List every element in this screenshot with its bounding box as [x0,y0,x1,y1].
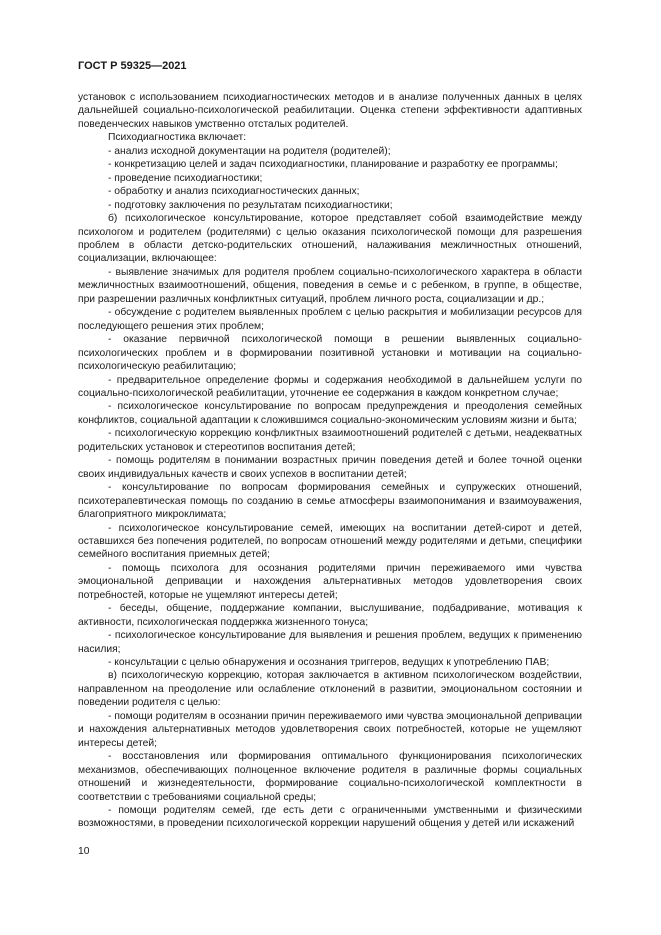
paragraph: - психологическую коррекцию конфликтных взаимоотношений родителей с детьми, неадекватных родительских установок и стереотипов воспитания детей; [78,428,582,453]
paragraph: - предварительное определение формы и содержания необходимой в дальнейшем услуги по социально-психологической реабилитации, уточнение ее содержания в каждом конкретном случае; [78,374,582,399]
document-header: ГОСТ Р 59325—2021 [78,60,187,72]
paragraph: Психодиагностика включает: [108,132,247,144]
paragraph: - восстановления или формирования оптимального функционирования психологических механизмов, обеспечивающих полноценное включение родителя в различные формы социальных отношений и жизнедеятельности, формирование социально-психологической комплектности в соответствии с требованиями социальной среды; [78,751,582,803]
paragraph: б) психологическое консультирование, которое представляет собой взаимодействие между психологом и родителем (родителями) с целью оказания психологической помощи для разрешения проблем в области детско-родительских отношений, налаживания межличностных отношений, социализации, включающее: [78,213,582,265]
paragraph: - конкретизацию целей и задач психодиагностики, планирование и разработку ее программы; [108,159,558,171]
paragraph: - психологическое консультирование по вопросам предупреждения и преодоления семейных конфликтов, социальной адаптации к сложившимся социально-экономическим условиям жизни и быта; [78,401,582,426]
paragraph: - психологическое консультирование для выявления и решения проблем, ведущих к применению насилия; [78,630,582,655]
paragraph: - подготовку заключения по результатам психодиагностики; [108,199,393,211]
paragraph: в) психологическую коррекцию, которая заключается в активном психологическом воздействии, направленном на преодоление или ослабление отклонений в развитии, эмоциональном состоянии и поведении родителя с целью: [78,670,582,709]
paragraph: - анализ исходной документации на родителя (родителей); [108,145,391,157]
paragraph: - консультации с целью обнаружения и осознания триггеров, ведущих к употреблению ПАВ; [108,657,550,669]
paragraph: - обсуждение с родителем выявленных проблем с целью раскрытия и мобилизации ресурсов для последующего решения этих проблем; [78,307,582,332]
paragraph: - беседы, общение, поддержание компании, выслушивание, подбадривание, мотивация к активности, психологическая поддержка жизненного тонуса; [78,603,582,628]
paragraph: - проведение психодиагностики; [108,172,263,184]
paragraph: - оказание первичной психологической помощи в решении выявленных социально-психологических проблем и в формировании позитивной установки и мотивации на социально-психологическую реабилитацию; [78,334,582,373]
document-body [78,91,582,831]
paragraph: - помощь психолога для осознания родителями причин переживаемого ими чувства эмоциональной депривации и нахождения альтернативных методов удовлетворения своих потребностей, которые не ущемляют интересы детей; [78,562,582,601]
paragraph: - обработку и анализ психодиагностических данных; [108,186,360,198]
paragraph: - помощи родителям в осознании причин переживаемого ими чувства эмоциональной депривации и нахождения альтернативных методов удовлетворения своих потребностей, которые не ущемляют интересы детей; [78,710,582,749]
paragraph: - психологическое консультирование семей, имеющих на воспитании детей-сирот и детей, оставшихся без попечения родителей, по вопросам отношений между родителями и детьми, специфики семейного воспитания приемных детей; [78,522,582,561]
paragraph: - помощи родителям семей, где есть дети с ограниченными умственными и физическими возможностями, в проведении психологической коррекции нарушений общения у детей или искажений [78,805,582,830]
page-number: 10 [78,846,90,857]
paragraph: - помощь родителям в понимании возрастных причин поведения детей и более точной оценки своих индивидуальных качеств и своих успехов в воспитании детей; [78,455,582,480]
paragraph: - консультирование по вопросам формирования семейных и супружеских отношений, психотерапевтическая помощь по созданию в семье атмосферы взаимопонимания и взаимоуважения, благоприятного микроклимата; [78,482,582,521]
paragraph: - выявление значимых для родителя проблем социально-психологического характера в области межличностных взаимоотношений, общения, поведения в семье и с ребенком, в группе, в обществе, при разрешении различных конфликтных ситуаций, проблем личного роста, социализации и др.; [78,266,582,305]
paragraph: установок с использованием психодиагностических методов и в анализе полученных данных в целях дальнейшей социально-психологической реабилитации. Оценка степени эффективности адаптивных поведенческих навыков умственно отсталых родителей. [78,92,582,130]
